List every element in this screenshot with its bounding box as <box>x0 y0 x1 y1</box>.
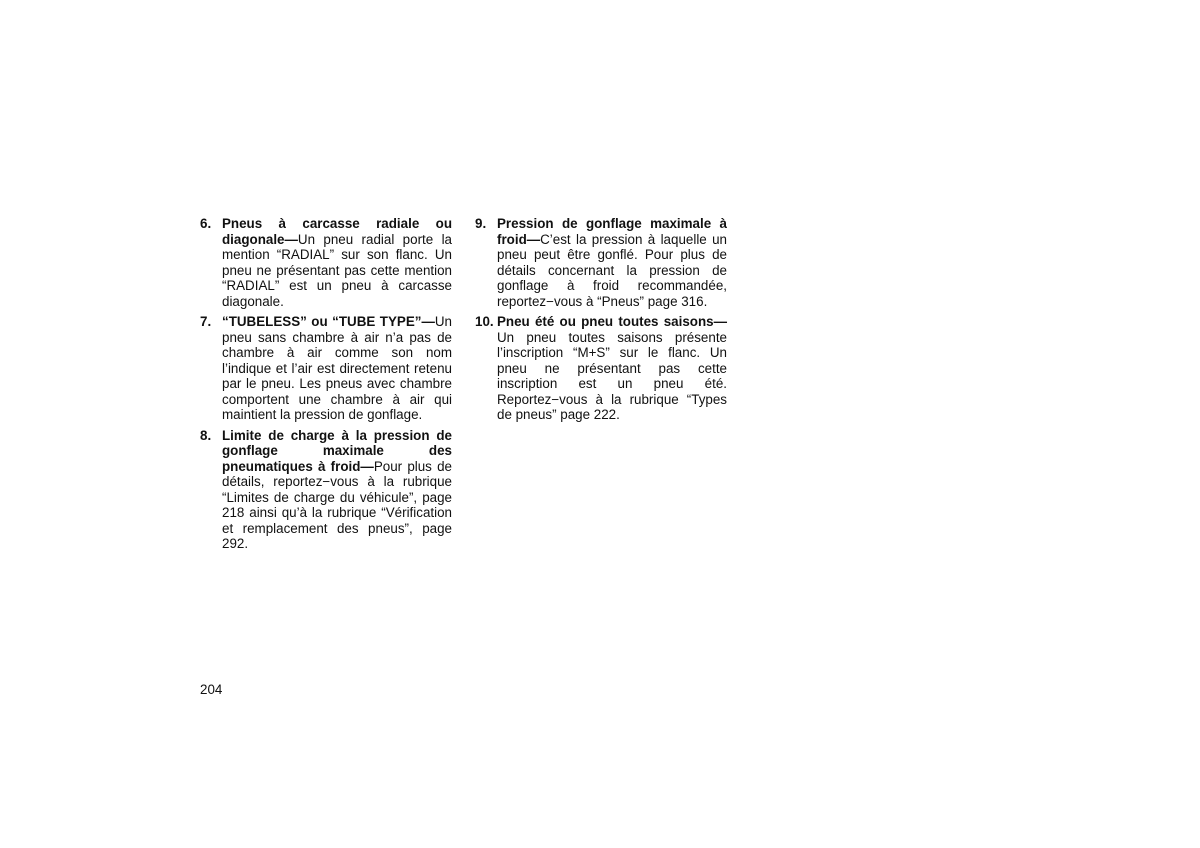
item-term: Pneus à carcasse radiale ou diagonale— <box>222 216 452 247</box>
list-item <box>200 428 452 552</box>
item-term: Limite de charge à la pression de gonflage maximale des pneumatiques à froid— <box>222 427 452 474</box>
list-item <box>475 314 727 423</box>
item-number: 6. <box>200 216 212 231</box>
item-term: “TUBELESS” ou “TUBE TYPE”— <box>222 314 435 329</box>
item-body <box>222 314 452 423</box>
item-body <box>497 216 727 309</box>
item-term: Pneu été ou pneu toutes saisons— <box>497 314 727 329</box>
item-body <box>222 428 452 552</box>
item-body <box>222 216 452 309</box>
item-number: 8. <box>200 427 212 443</box>
item-description: Un pneu radial porte la mention “RADIAL” sur son flanc. Un pneu ne présentant pas cette mention “RADIAL” est un pneu à carcasse diagonale. <box>222 231 452 309</box>
item-number: 9. <box>475 216 487 231</box>
item-description: Un pneu sans chambre à air n’a pas de chambre à air comme son nom l’indique et l’air est directement retenu par le pneu. Les pneus avec chambre comportent une chambre à air qui maintient la pression de gonflage. <box>222 314 452 422</box>
list-item <box>200 314 452 423</box>
list-item <box>475 216 727 309</box>
right-column <box>475 216 727 428</box>
list-item <box>200 216 452 309</box>
item-description: C’est la pression à laquelle un pneu peut être gonflé. Pour plus de détails concernant la pression de gonflage à froid recommandée, reportez−vous à “Pneus” page 316. <box>497 231 727 309</box>
item-description: Pour plus de détails, reportez−vous à la rubrique “Limites de charge du véhicule”, page 218 ainsi qu’à la rubrique “Vérification et remplacement des pneus”, page 292. <box>222 458 452 551</box>
left-column <box>200 216 452 557</box>
item-term: Pression de gonflage maximale à froid— <box>497 216 727 247</box>
item-number: 10. <box>475 314 494 329</box>
item-description: Un pneu toutes saisons présente l’inscription “M+S” sur le flanc. Un pneu ne présentant pas cette inscription est un pneu été. Reportez−vous à la rubrique “Types de pneus” page 222. <box>497 329 727 422</box>
item-number: 7. <box>200 314 212 329</box>
item-body <box>497 314 727 423</box>
page-number: 204 <box>200 682 223 697</box>
